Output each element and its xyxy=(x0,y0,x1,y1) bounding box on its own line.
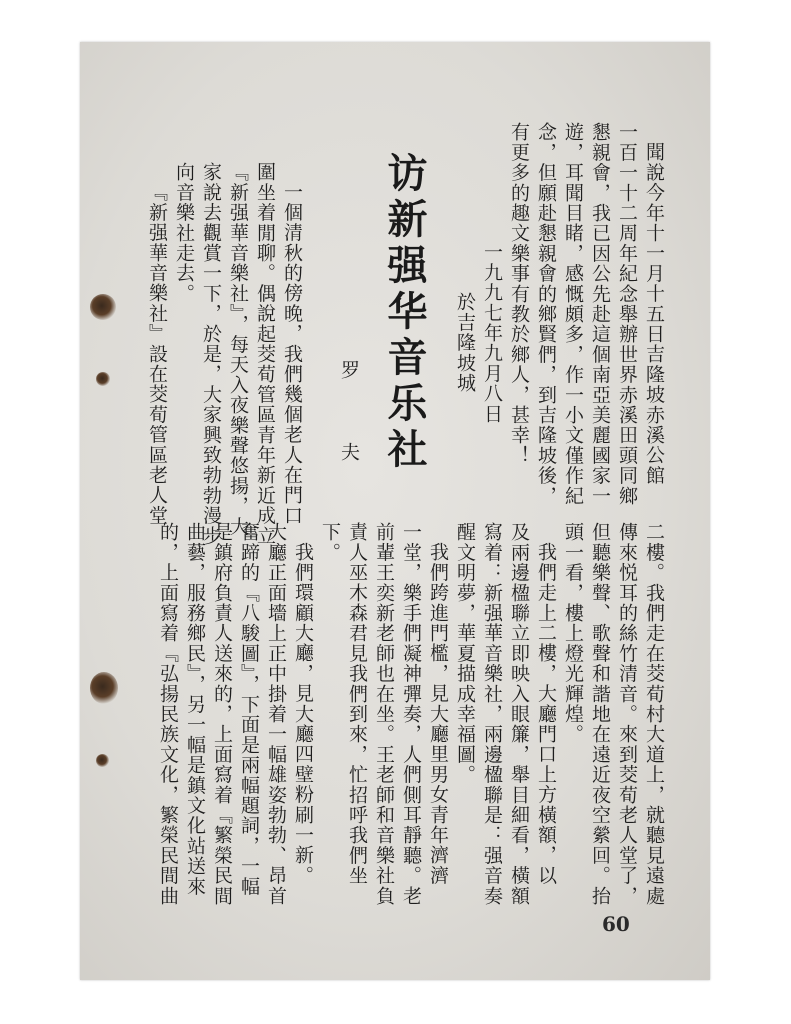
lower-body-line-14: 我們環顧大廳，見大廳四壁粉刷一新。 xyxy=(292,542,314,886)
page-number: 60 xyxy=(602,912,630,936)
upper-body-line-5: 向音樂社走去。 xyxy=(173,162,195,304)
lower-body-line-8: 醒文明夢，華夏描成幸福圖。 xyxy=(454,522,476,785)
lower-body-line-10: 一堂，樂手們凝神彈奏，人們側耳靜聽。老 xyxy=(400,522,422,906)
lower-body-line-4: 頭一看，樓上燈光輝煌。 xyxy=(562,522,584,745)
lower-body-line-5: 我們走上二樓，大廳門口上方橫額，以 xyxy=(535,542,557,886)
lower-body-line-18: 曲藝，服務鄉民』，另一幅是鎮文化站送來 xyxy=(184,522,206,897)
preface-line-1: 聞說今年十一月十五日吉隆坡赤溪公館 xyxy=(643,142,665,486)
lower-body-line-2: 傳來悦耳的絲竹清音。來到茭荀老人堂了， xyxy=(616,522,638,906)
lower-body-line-16: 奮蹄的『八駿圖』，下面是兩幅題詞，一幅 xyxy=(238,522,260,897)
lower-body-line-15: 大廳正面墻上正中掛着一幅雄姿勃勃、昂首 xyxy=(265,522,287,906)
lower-body-line-19: 的，上面寫着『弘揚民族文化，繁榮民間曲 xyxy=(157,522,179,906)
lower-body-line-9: 我們跨進門檻，見大廳里男女青年濟濟 xyxy=(427,542,449,886)
binder-hole-small-bottom xyxy=(96,754,109,767)
upper-body-line-2: 圍坐着閒聊。偶說起茭荀管區青年新近成立 xyxy=(254,162,276,546)
upper-body-line-1: 一個清秋的傍晚，我們幾個老人在門口 xyxy=(281,182,303,526)
lower-body-line-7: 寫着：新强華音樂社，兩邊楹聯是：强音奏 xyxy=(481,522,503,906)
lower-body-line-13: 下。 xyxy=(319,522,341,563)
preface-line-2: 一百一十二周年紀念舉辦世界赤溪田頭同鄉 xyxy=(616,122,638,506)
scanned-page xyxy=(80,42,710,980)
preface-line-4: 遊，耳聞目睹，感慨頗多，作一小文僅作紀 xyxy=(562,122,584,506)
lower-body-line-11: 前輩王奕新老師也在坐。王老師和音樂社負 xyxy=(373,522,395,906)
preface-date: 一九九七年九月八日 xyxy=(481,242,503,424)
preface-place: 於吉隆坡城 xyxy=(454,292,476,393)
upper-body-line-6: 『新强華音樂社』設在茭荀管區老人堂 xyxy=(146,182,168,526)
upper-body-line-3: 『新强華音樂社』，每天入夜樂聲悠揚，大 xyxy=(227,162,249,537)
upper-body-line-4: 家說去觀賞一下，於是，大家興致勃勃漫步 xyxy=(200,162,222,546)
preface-line-3: 懇親會，我已因公先赴這個南亞美麗國家一 xyxy=(589,122,611,506)
binder-hole-small-top xyxy=(96,372,110,386)
lower-body-line-17: 是鎮府負責人送來的，上面寫着『繁榮民間 xyxy=(211,522,233,906)
lower-body-line-3: 但聽樂聲、歌聲和諧地在遠近夜空縈回。抬 xyxy=(589,522,611,906)
lower-body-line-6: 及兩邊楹聯立即映入眼簾，舉目細看，橫額 xyxy=(508,522,530,906)
lower-body-line-12: 責人巫木森君見我們到來，忙招呼我們坐 xyxy=(346,522,368,886)
author-name: 罗 夫 xyxy=(338,360,360,483)
article-title: 访新强华音乐社 xyxy=(381,152,428,474)
preface-line-6: 有更多的趣文樂事有教於鄉人，甚幸！ xyxy=(508,122,530,466)
preface-line-5: 念，但願赴懇親會的鄉賢們，到吉隆坡後， xyxy=(535,122,557,506)
binder-hole-top xyxy=(90,294,116,320)
binder-hole-bottom xyxy=(90,672,118,704)
lower-body-line-1: 二樓。我們走在茭荀村大道上，就聽見遠處 xyxy=(643,522,665,906)
